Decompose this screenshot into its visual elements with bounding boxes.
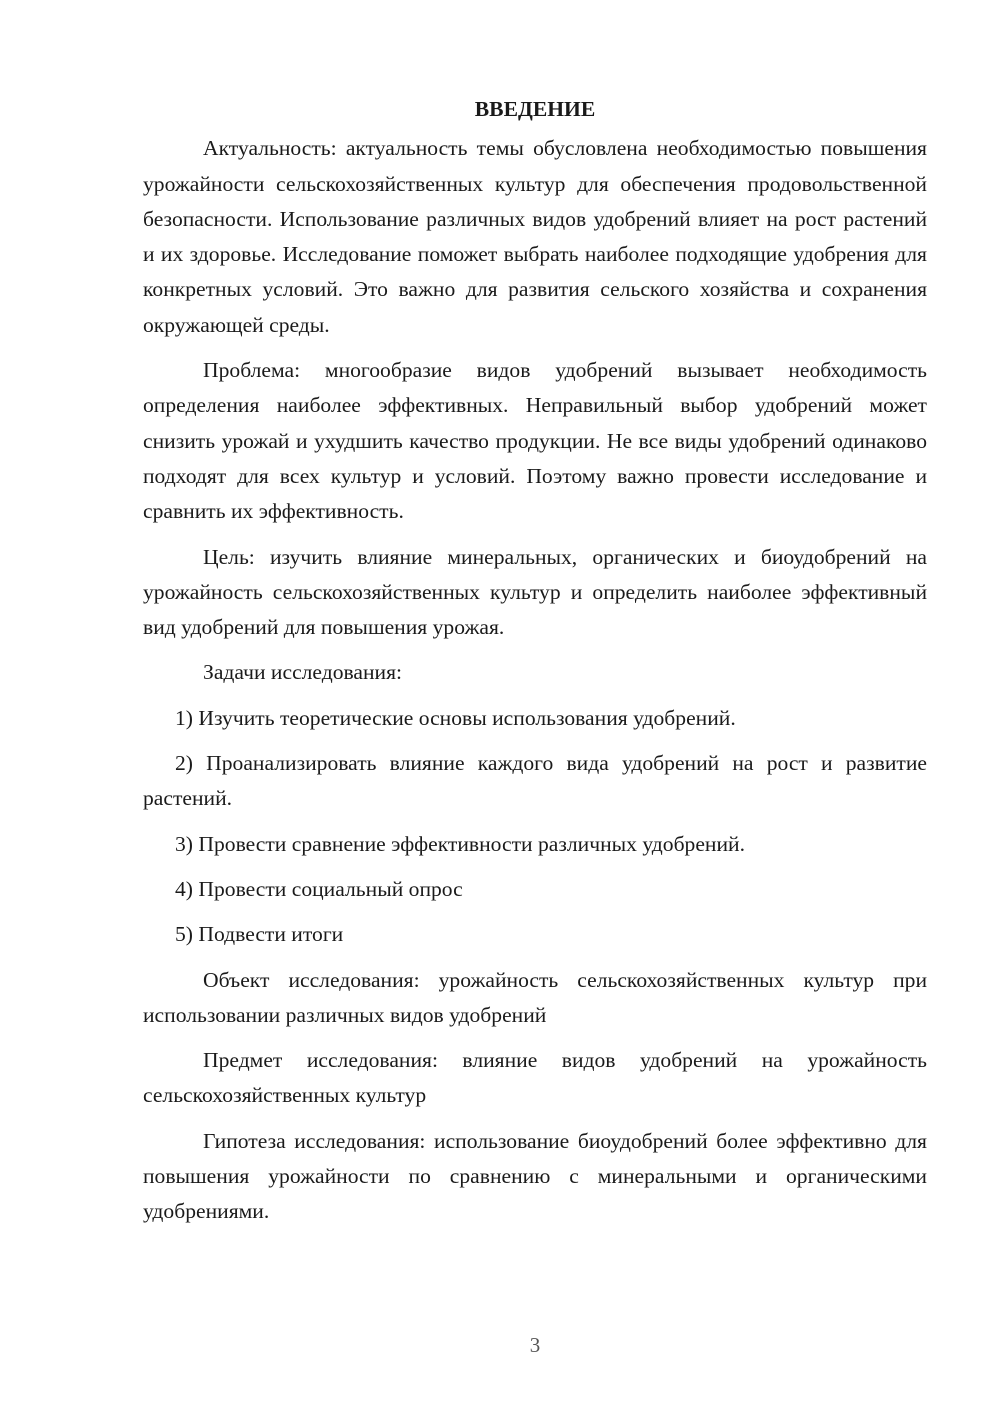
paragraph-subject: Предмет исследования: влияние видов удобрений на урожайность сельскохозяйственных культур: [143, 1048, 927, 1108]
paragraph-hypothesis: Гипотеза исследования: использование биоудобрений более эффективно для повышения урожайности по сравнению с минеральными и органическими удобрениями.: [143, 1128, 927, 1224]
paragraph-tasks-heading: Задачи исследования:: [203, 660, 403, 685]
page-content: [143, 92, 927, 1240]
paragraph-problem: Проблема: многообразие видов удобрений вызывает необходимость определения наиболее эффективных. Неправильный выбор удобрений может снизить урожай и ухудшить качество продукции. Не все виды удобрений одинаково подходят для всех культур и условий. Поэтому важно провести исследование и сравнить их эффективность.: [143, 358, 927, 524]
paragraph-relevance: Актуальность: актуальность темы обусловлена необходимостью повышения урожайности сельскохозяйственных культур для обеспечения продовольственной безопасности. Использование различных видов удобрений влияет на рост растений и их здоровье. Исследование поможет выбрать наиболее подходящие удобрения для конкретных условий. Это важно для развития сельского хозяйства и сохранения окружающей среды.: [143, 136, 927, 337]
list-item: 2) Проанализировать влияние каждого вида удобрений на рост и развитие растений.: [143, 751, 927, 811]
list-item: 1) Изучить теоретические основы использования удобрений.: [175, 705, 736, 730]
page-number-container: [0, 1330, 1000, 1360]
paragraph-goal: Цель: изучить влияние минеральных, органических и биоудобрений на урожайность сельскохозяйственных культур и определить наиболее эффективный вид удобрений для повышения урожая.: [143, 544, 927, 640]
page-title: ВВЕДЕНИЕ: [474, 97, 596, 121]
list-item: 3) Провести сравнение эффективности различных удобрений.: [175, 831, 745, 856]
list-item: 5) Подвести итоги: [175, 922, 344, 947]
list-item: 4) Провести социальный опрос: [175, 876, 463, 901]
page-number: 3: [529, 1333, 541, 1357]
paragraph-object: Объект исследования: урожайность сельскохозяйственных культур при использовании различных видов удобрений: [143, 967, 927, 1027]
